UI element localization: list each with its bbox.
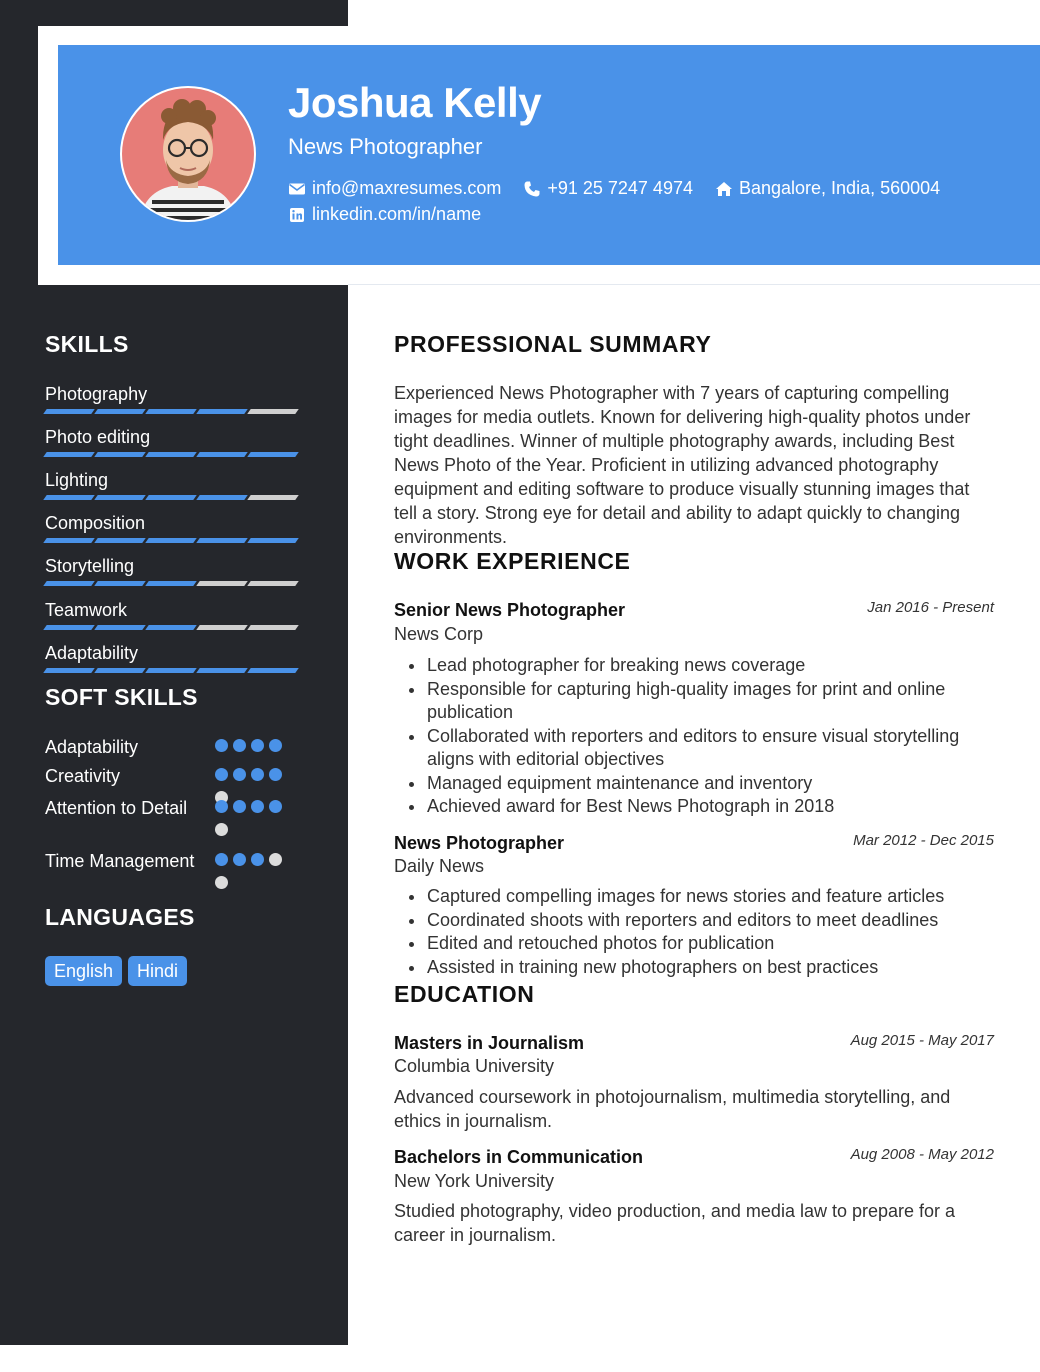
rating-segment bbox=[94, 409, 146, 414]
degree-title: Masters in Journalism bbox=[394, 1033, 585, 1053]
rating-dot bbox=[215, 823, 228, 836]
rating-segment bbox=[247, 495, 299, 500]
job-title: News Photographer bbox=[394, 833, 565, 853]
rating-dot bbox=[269, 800, 282, 813]
skill-row bbox=[45, 642, 305, 673]
language-tag: Hindi bbox=[128, 956, 187, 986]
address-text: Bangalore, India, 560004 bbox=[738, 178, 941, 198]
rating-dot bbox=[233, 800, 246, 813]
rating-segment bbox=[145, 538, 197, 543]
skill-label: Adaptability bbox=[45, 643, 139, 663]
soft-skill-label: Adaptability bbox=[45, 737, 139, 757]
education-description: Studied photography, video production, and media law to prepare for a career in journalism. bbox=[394, 1201, 956, 1245]
rating-segment bbox=[43, 452, 95, 457]
list-item: Collaborated with reporters and editors to ensure visual storytelling aligns with editorial objectives bbox=[408, 725, 998, 772]
contact-email[interactable] bbox=[288, 178, 501, 199]
home-icon bbox=[715, 180, 733, 198]
list-item: Managed equipment maintenance and inventory bbox=[408, 772, 998, 796]
contact-phone[interactable] bbox=[523, 178, 693, 199]
job-company: Daily News bbox=[394, 856, 485, 876]
candidate-name: Joshua Kelly bbox=[288, 79, 542, 126]
rating-segment bbox=[247, 409, 299, 414]
rating-segment bbox=[196, 668, 248, 673]
rating-dot bbox=[269, 739, 282, 752]
rating-segment bbox=[145, 409, 197, 414]
rating-segment bbox=[247, 452, 299, 457]
school-name: New York University bbox=[394, 1171, 555, 1191]
skill-label: Photography bbox=[45, 384, 148, 404]
skill-rating-bar bbox=[45, 625, 305, 630]
rating-segment bbox=[43, 668, 95, 673]
linkedin-icon bbox=[288, 206, 306, 224]
skill-label: Teamwork bbox=[45, 600, 128, 620]
rating-dot bbox=[269, 768, 282, 781]
skill-row bbox=[45, 469, 305, 500]
summary-text: Experienced News Photographer with 7 years of capturing compelling images for media outlets. Known for delivering high-quality photos under tight deadlines. Winner of multiple photography awards, including Best News Photo of the Year. Proficient in utilizing advanced photography equipment and editing software to produce visually stunning images that tell a story. Strong eye for detail and ability to adapt quickly to changing environments. bbox=[394, 383, 971, 547]
rating-dot bbox=[251, 768, 264, 781]
list-item: Captured compelling images for news stories and feature articles bbox=[408, 885, 998, 909]
rating-segment bbox=[145, 625, 197, 630]
rating-segment bbox=[43, 538, 95, 543]
rating-segment bbox=[247, 668, 299, 673]
job-date: Jan 2016 - Present bbox=[867, 599, 994, 616]
skill-row bbox=[45, 512, 305, 543]
rating-dot bbox=[215, 739, 228, 752]
rating-dot bbox=[233, 768, 246, 781]
header-banner bbox=[58, 45, 1040, 265]
soft-skill-label: Attention to Detail bbox=[45, 798, 188, 818]
skill-row bbox=[45, 383, 305, 414]
education-description: Advanced coursework in photojournalism, multimedia storytelling, and ethics in journalism. bbox=[394, 1087, 951, 1131]
skill-label: Storytelling bbox=[45, 556, 135, 576]
rating-dot bbox=[269, 853, 282, 866]
email-text: info@maxresumes.com bbox=[312, 178, 502, 198]
rating-segment bbox=[43, 581, 95, 586]
list-item: Achieved award for Best News Photograph in 2018 bbox=[408, 795, 998, 819]
skill-rating-bar bbox=[45, 452, 305, 457]
rating-dot bbox=[233, 739, 246, 752]
contact-address bbox=[715, 178, 940, 199]
job-title: Senior News Photographer bbox=[394, 600, 626, 620]
candidate-role: News Photographer bbox=[288, 134, 483, 159]
rating-segment bbox=[43, 409, 95, 414]
education-date: Aug 2015 - May 2017 bbox=[850, 1032, 994, 1049]
rating-dot bbox=[251, 739, 264, 752]
rating-segment bbox=[247, 538, 299, 543]
rating-segment bbox=[247, 581, 299, 586]
skill-rating-bar bbox=[45, 409, 305, 414]
soft-skill-label: Creativity bbox=[45, 766, 121, 786]
profile-photo bbox=[122, 88, 254, 220]
language-tag: English bbox=[45, 956, 122, 986]
rating-dot bbox=[215, 853, 228, 866]
phone-text: +91 25 7247 4974 bbox=[547, 178, 693, 198]
rating-dot bbox=[215, 876, 228, 889]
header-divider bbox=[348, 284, 1040, 285]
rating-segment bbox=[94, 625, 146, 630]
skills-heading: SKILLS bbox=[45, 331, 129, 357]
school-name: Columbia University bbox=[394, 1056, 555, 1076]
envelope-icon bbox=[288, 180, 306, 198]
rating-segment bbox=[145, 581, 197, 586]
rating-dot bbox=[215, 800, 228, 813]
job-bullets bbox=[408, 885, 998, 979]
rating-dot bbox=[251, 853, 264, 866]
soft-skill-label: Time Management bbox=[45, 851, 195, 871]
skill-rating-bar bbox=[45, 668, 305, 673]
skill-rating-bar bbox=[45, 581, 305, 586]
education-heading: EDUCATION bbox=[394, 981, 535, 1007]
languages-heading: LANGUAGES bbox=[45, 904, 195, 930]
list-item: Coordinated shoots with reporters and editors to meet deadlines bbox=[408, 909, 998, 933]
rating-segment bbox=[145, 495, 197, 500]
rating-dot bbox=[251, 800, 264, 813]
rating-segment bbox=[196, 581, 248, 586]
rating-segment bbox=[94, 668, 146, 673]
skill-label: Lighting bbox=[45, 470, 109, 490]
skill-rating-bar bbox=[45, 538, 305, 543]
skill-row bbox=[45, 555, 305, 586]
rating-segment bbox=[145, 668, 197, 673]
list-item: Responsible for capturing high-quality images for print and online publication bbox=[408, 678, 998, 725]
phone-icon bbox=[523, 180, 541, 198]
skill-label: Photo editing bbox=[45, 427, 151, 447]
job-company: News Corp bbox=[394, 624, 484, 644]
rating-segment bbox=[94, 538, 146, 543]
rating-segment bbox=[196, 538, 248, 543]
rating-dot bbox=[215, 768, 228, 781]
avatar bbox=[120, 86, 256, 222]
rating-segment bbox=[94, 452, 146, 457]
skill-row bbox=[45, 426, 305, 457]
job-bullets bbox=[408, 654, 998, 819]
list-item: Lead photographer for breaking news coverage bbox=[408, 654, 998, 678]
rating-segment bbox=[43, 625, 95, 630]
rating-segment bbox=[196, 452, 248, 457]
contact-row-2 bbox=[288, 204, 503, 225]
rating-segment bbox=[94, 581, 146, 586]
degree-title: Bachelors in Communication bbox=[394, 1147, 644, 1167]
skill-rating-bar bbox=[45, 495, 305, 500]
education-date: Aug 2008 - May 2012 bbox=[850, 1146, 994, 1163]
rating-segment bbox=[196, 409, 248, 414]
linkedin-text: linkedin.com/in/name bbox=[312, 204, 482, 224]
job-date: Mar 2012 - Dec 2015 bbox=[853, 832, 994, 849]
contact-row bbox=[288, 178, 962, 199]
summary-heading: PROFESSIONAL SUMMARY bbox=[394, 331, 712, 357]
rating-segment bbox=[196, 625, 248, 630]
rating-dot bbox=[233, 853, 246, 866]
rating-segment bbox=[43, 495, 95, 500]
skill-row bbox=[45, 599, 305, 630]
contact-linkedin[interactable] bbox=[288, 204, 481, 225]
soft-skills-heading: SOFT SKILLS bbox=[45, 684, 198, 710]
rating-segment bbox=[196, 495, 248, 500]
rating-segment bbox=[94, 495, 146, 500]
rating-segment bbox=[247, 625, 299, 630]
list-item: Edited and retouched photos for publication bbox=[408, 932, 998, 956]
skill-label: Composition bbox=[45, 513, 146, 533]
rating-segment bbox=[145, 452, 197, 457]
experience-heading: WORK EXPERIENCE bbox=[394, 548, 631, 574]
list-item: Assisted in training new photographers on best practices bbox=[408, 956, 998, 980]
